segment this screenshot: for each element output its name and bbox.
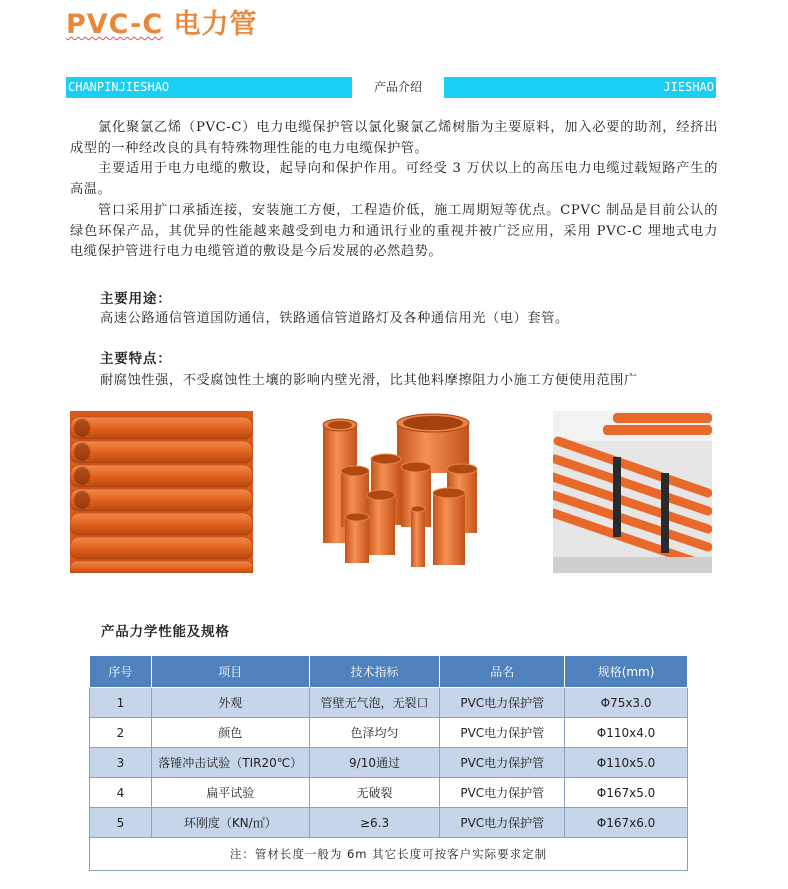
intro-paragraph-3: 管口采用扩口承插连接，安装施工方便，工程造价低，施工周期短等优点。CPVC 制品是目前公认的绿色环保产品，其优异的性能越来越受到电力和通讯行业的重视并被广泛应用，采用 PVC-C 埋地式电力电缆保护管进行电力电缆管道的敷设是今后发展的必然趋势。 xyxy=(70,203,718,259)
table-cell: Φ110x5.0 xyxy=(565,748,688,778)
table-cell: 2 xyxy=(90,718,152,748)
table-cell: 无破裂 xyxy=(309,778,440,808)
table-cell: 管壁无气泡，无裂口 xyxy=(309,688,440,718)
table-cell: 外观 xyxy=(151,688,309,718)
spec-table xyxy=(89,655,688,871)
title-prefix: PVC-C xyxy=(66,9,164,40)
features-text: 耐腐蚀性强，不受腐蚀性土壤的影响内壁光滑，比其他料摩擦阻力小施工方便使用范围广 xyxy=(100,373,638,388)
warehouse-pipes-photo xyxy=(553,411,712,573)
table-cell: Φ110x4.0 xyxy=(565,718,688,748)
intro-paragraph-1: 氯化聚氯乙烯（PVC-C）电力电缆保护管以氯化聚氯乙烯树脂为主要原料，加入必要的助剂，经挤出成型的一种经改良的具有特殊物理性能的电力电缆保护管。 xyxy=(70,120,718,156)
spec-heading: 产品力学性能及规格 xyxy=(101,624,230,640)
table-cell: 扁平试验 xyxy=(151,778,309,808)
table-cell: 5 xyxy=(90,808,152,838)
table-cell: 色泽均匀 xyxy=(309,718,440,748)
banner-right: JIESHAO xyxy=(444,77,716,98)
table-cell: Φ167x5.0 xyxy=(565,778,688,808)
col-header-spec: 技术指标 xyxy=(309,656,440,688)
col-header-item: 项目 xyxy=(151,656,309,688)
table-row xyxy=(90,688,688,718)
table-cell: Φ75x3.0 xyxy=(565,688,688,718)
title-suffix: 电力管 xyxy=(173,9,258,40)
table-row xyxy=(90,778,688,808)
table-cell: PVC电力保护管 xyxy=(440,688,565,718)
col-header-product: 品名 xyxy=(440,656,565,688)
page-title xyxy=(66,2,258,41)
table-cell: PVC电力保护管 xyxy=(440,718,565,748)
table-note-row xyxy=(90,838,688,871)
table-cell: PVC电力保护管 xyxy=(440,778,565,808)
table-cell: 1 xyxy=(90,688,152,718)
col-header-index: 序号 xyxy=(90,656,152,688)
table-note: 注：管材长度一般为 6m 其它长度可按客户实际要求定制 xyxy=(90,838,688,871)
uses-text: 高速公路通信管道国防通信，铁路通信管道路灯及各种通信用光（电）套管。 xyxy=(100,311,569,326)
features-heading: 主要特点： xyxy=(100,351,172,367)
table-cell: ≥6.3 xyxy=(309,808,440,838)
table-cell: 环刚度（KN/㎡） xyxy=(151,808,309,838)
table-cell: PVC电力保护管 xyxy=(440,748,565,778)
pipe-stack-photo xyxy=(70,411,253,573)
table-row xyxy=(90,748,688,778)
intro-paragraph-2: 主要适用于电力电缆的敷设，起导向和保护作用。可经受 3 万伏以上的高压电力电缆过载短路产生的高温。 xyxy=(70,161,718,197)
table-cell: Φ167x6.0 xyxy=(565,808,688,838)
banner-left: CHANPINJIESHAO xyxy=(66,77,352,98)
col-header-size: 规格(mm) xyxy=(565,656,688,688)
table-cell: 9/10通过 xyxy=(309,748,440,778)
table-row xyxy=(90,808,688,838)
pipe-segments-photo xyxy=(315,409,485,576)
banner-middle: 产品介绍 xyxy=(373,80,422,94)
table-row xyxy=(90,718,688,748)
table-cell: 4 xyxy=(90,778,152,808)
table-cell: 3 xyxy=(90,748,152,778)
uses-heading: 主要用途： xyxy=(100,291,172,307)
table-cell: 落锤冲击试验（TIR20℃） xyxy=(151,748,309,778)
table-cell: PVC电力保护管 xyxy=(440,808,565,838)
table-header-row xyxy=(90,656,688,688)
table-cell: 颜色 xyxy=(151,718,309,748)
